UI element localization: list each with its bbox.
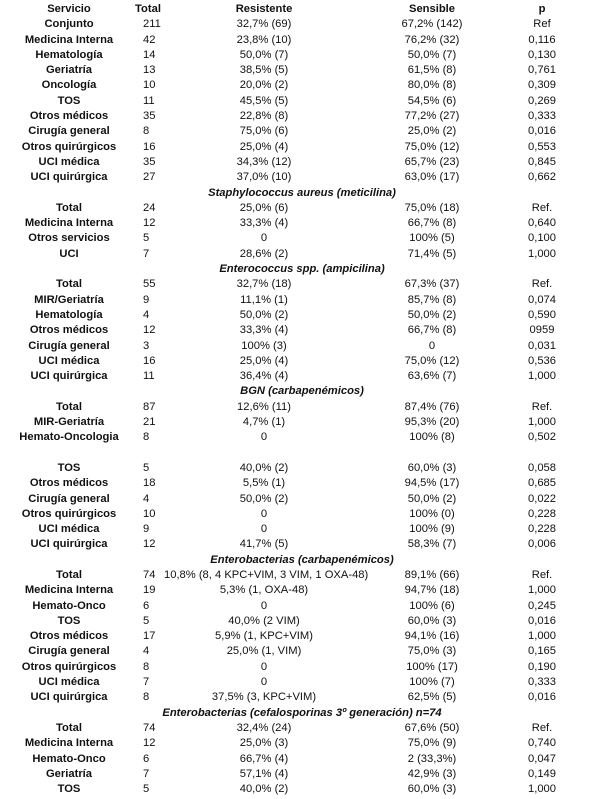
row-servicio: TOS <box>57 614 81 627</box>
row-servicio: Otros médicos <box>29 630 109 643</box>
row-servicio: TOS <box>57 94 81 107</box>
row-servicio: Cirugía general <box>28 339 110 352</box>
section-title-row <box>0 384 604 399</box>
row-resistente: 57,1% (4) <box>239 767 289 780</box>
table-row <box>0 78 604 93</box>
row-sensible: 50,0% (2) <box>407 308 457 321</box>
table-row <box>0 247 604 262</box>
table-row <box>0 492 604 507</box>
row-p: Ref. <box>531 201 553 214</box>
section-title: Enterobacterias (carbapenémicos) <box>210 553 394 566</box>
row-servicio: TOS <box>57 783 81 796</box>
table-row <box>0 476 604 491</box>
row-resistente: 5,9% (1, KPC+VIM) <box>215 630 313 643</box>
row-resistente: 0 <box>260 431 268 444</box>
row-servicio: Medicina Interna <box>24 217 114 230</box>
row-servicio: Medicina Interna <box>24 33 114 46</box>
table-row <box>0 430 604 461</box>
row-resistente: 50,0% (2) <box>239 308 289 321</box>
row-total: 9 <box>143 293 150 306</box>
row-p: 1,000 <box>528 584 556 597</box>
row-servicio: Geriatría <box>45 767 93 780</box>
row-total: 8 <box>143 431 150 444</box>
row-servicio: Total <box>56 278 82 291</box>
row-servicio: UCI quirúrgica <box>30 370 108 383</box>
row-total: 4 <box>143 492 150 505</box>
table-row <box>0 216 604 231</box>
table-row <box>0 124 604 139</box>
row-resistente: 0 <box>260 660 268 673</box>
table-row <box>0 323 604 338</box>
row-sensible: 67,2% (142) <box>401 18 463 31</box>
row-total: 14 <box>143 48 156 61</box>
table-row <box>0 155 604 170</box>
row-resistente: 12,6% (11) <box>237 400 291 413</box>
table-row <box>0 140 604 155</box>
row-servicio: Medicina Interna <box>24 737 114 750</box>
row-total: 8 <box>143 125 150 138</box>
row-total: 6 <box>143 599 150 612</box>
row-total: 3 <box>143 339 150 352</box>
row-sensible: 61,5% (8) <box>407 64 457 77</box>
row-servicio: Otros quirúrgicos <box>21 660 117 673</box>
row-total: 5 <box>143 783 150 796</box>
table-row <box>0 293 604 308</box>
row-p: 0,761 <box>528 64 556 77</box>
table-row <box>0 675 604 690</box>
row-sensible: 100% (17) <box>406 660 458 673</box>
row-resistente: 0 <box>260 232 268 245</box>
row-p: 1,000 <box>528 247 556 260</box>
row-total: 7 <box>143 767 150 780</box>
row-p: 0,074 <box>528 293 556 306</box>
row-resistente: 5,3% (1, OXA-48) <box>219 584 309 597</box>
row-resistente: 66,7% (4) <box>239 752 289 765</box>
row-resistente: 10,8% (8, 4 KPC+VIM, 3 VIM, 1 OXA-48) <box>164 568 369 581</box>
row-p: 0,245 <box>528 599 556 612</box>
table-row <box>0 33 604 48</box>
row-resistente: 37,0% (10) <box>236 171 292 184</box>
row-servicio: Cirugía general <box>28 492 110 505</box>
row-sensible: 76,2% (32) <box>404 33 460 46</box>
table-row <box>0 782 604 797</box>
table-row <box>0 415 604 430</box>
table-row <box>0 644 604 659</box>
row-total: 5 <box>143 614 150 627</box>
row-total: 55 <box>143 278 156 291</box>
row-resistente: 75,0% (6) <box>239 125 289 138</box>
row-servicio: Total <box>56 568 82 581</box>
header-servicio: Servicio <box>47 3 91 15</box>
table-row <box>0 599 604 614</box>
row-sensible: 87,4% (76) <box>404 400 460 413</box>
row-sensible: 71,4% (5) <box>407 247 457 260</box>
row-p: 0,149 <box>528 767 556 780</box>
row-resistente: 20,0% (2) <box>239 79 289 92</box>
row-servicio: Hemato-Oncologia <box>19 431 119 444</box>
row-p: 0,006 <box>528 538 556 551</box>
row-sensible: 100% (5) <box>409 232 455 245</box>
row-total: 12 <box>143 217 156 230</box>
row-p: Ref. <box>531 400 553 413</box>
row-resistente: 5,5% (1) <box>242 477 286 490</box>
row-p: 0,190 <box>528 660 556 673</box>
header-total: Total <box>135 3 161 15</box>
row-servicio: MIR-Geriatría <box>33 416 105 429</box>
row-sensible: 75,0% (18) <box>404 201 460 214</box>
section-title: Enterococcus spp. (ampicilina) <box>219 263 385 276</box>
row-sensible: 77,2% (27) <box>404 110 460 123</box>
header-p: p <box>538 3 546 15</box>
row-p: 0,016 <box>528 125 556 138</box>
row-servicio: Oncología <box>41 79 97 92</box>
row-resistente: 33,3% (4) <box>239 324 289 337</box>
row-total: 8 <box>143 660 150 673</box>
row-total: 35 <box>143 110 156 123</box>
section-title-row <box>0 186 604 201</box>
section-title: Enterobacterias (cefalosporinas 3º generación) n=74 <box>162 706 442 719</box>
row-total: 35 <box>143 155 156 168</box>
row-servicio: Cirugía general <box>28 645 110 658</box>
row-servicio: Otros médicos <box>29 110 109 123</box>
row-servicio: Hematología <box>35 48 103 61</box>
row-sensible: 94,1% (16) <box>404 630 460 643</box>
row-sensible: 67,6% (50) <box>404 721 460 734</box>
row-sensible: 100% (9) <box>409 523 455 536</box>
row-total: 19 <box>143 584 156 597</box>
row-servicio: UCI quirúrgica <box>30 691 108 704</box>
row-p: 0,590 <box>528 308 556 321</box>
row-total: 11 <box>143 370 155 383</box>
row-resistente: 36,4% (4) <box>239 370 289 383</box>
table-row <box>0 170 604 185</box>
table-row <box>0 614 604 629</box>
table-row <box>0 752 604 767</box>
table-row <box>0 537 604 552</box>
row-sensible: 50,0% (2) <box>407 492 457 505</box>
row-total: 8 <box>143 691 150 704</box>
row-resistente: 33,3% (4) <box>239 217 289 230</box>
table-row <box>0 507 604 522</box>
row-p: 0959 <box>529 324 555 337</box>
row-sensible: 80,0% (8) <box>407 79 457 92</box>
row-total: 5 <box>143 461 150 474</box>
row-sensible: 63,6% (7) <box>407 370 457 383</box>
row-servicio: Hemato-Onco <box>32 752 106 765</box>
row-total: 21 <box>143 416 156 429</box>
row-resistente: 11,1% (1) <box>240 293 288 306</box>
row-p: 0,100 <box>528 232 556 245</box>
row-p: 0,269 <box>528 94 556 107</box>
row-p: Ref. <box>531 568 553 581</box>
row-p: Ref <box>533 18 551 31</box>
row-total: 74 <box>143 721 156 734</box>
row-p: 0,333 <box>528 110 556 123</box>
table-row <box>0 721 604 736</box>
row-p: 0,130 <box>528 48 556 61</box>
row-p: 0,031 <box>528 339 556 352</box>
row-sensible: 62,5% (5) <box>407 691 457 704</box>
table-row <box>0 660 604 675</box>
row-total: 12 <box>143 538 156 551</box>
row-sensible: 65,7% (23) <box>404 155 460 168</box>
row-servicio: Otros quirúrgicos <box>21 140 117 153</box>
row-p: 0,640 <box>528 217 556 230</box>
row-sensible: 100% (0) <box>409 507 455 520</box>
row-p: 0,016 <box>528 691 556 704</box>
row-resistente: 50,0% (7) <box>239 48 289 61</box>
row-p: 1,000 <box>528 370 556 383</box>
table-row <box>0 308 604 323</box>
row-p: 0,662 <box>528 171 556 184</box>
row-resistente: 25,0% (6) <box>239 201 289 214</box>
row-sensible: 100% (7) <box>409 676 455 689</box>
row-p: 0,058 <box>528 461 556 474</box>
row-p: 1,000 <box>528 783 556 796</box>
table-header <box>0 2 604 17</box>
row-sensible: 60,0% (3) <box>407 614 457 627</box>
table-row <box>0 369 604 384</box>
row-sensible: 58,3% (7) <box>407 538 457 551</box>
section-title: BGN (carbapenémicos) <box>240 385 364 398</box>
row-total: 4 <box>143 308 150 321</box>
row-resistente: 25,0% (4) <box>239 354 289 367</box>
row-sensible: 95,3% (20) <box>404 416 460 429</box>
row-sensible: 54,5% (6) <box>407 94 457 107</box>
table-row <box>0 17 604 32</box>
table-body <box>0 17 604 797</box>
row-resistente: 40,0% (2 VIM) <box>228 614 300 627</box>
row-p: 0,022 <box>528 492 556 505</box>
row-p: 0,333 <box>528 676 556 689</box>
row-p: 0,228 <box>528 523 556 536</box>
row-total: 24 <box>143 201 156 214</box>
table-row <box>0 94 604 109</box>
row-servicio: UCI médica <box>38 523 100 536</box>
row-servicio: Medicina Interna <box>24 584 114 597</box>
row-sensible: 100% (8) <box>409 431 455 444</box>
row-resistente: 0 <box>260 523 268 536</box>
table-row <box>0 522 604 537</box>
row-total: 211 <box>143 18 161 31</box>
row-resistente: 25,0% (3) <box>239 737 289 750</box>
row-resistente: 40,0% (2) <box>239 783 289 796</box>
row-resistente: 37,5% (3, KPC+VIM) <box>211 691 317 704</box>
table-row <box>0 461 604 476</box>
row-sensible: 75,0% (3) <box>407 645 457 658</box>
table-row <box>0 400 604 415</box>
row-servicio: UCI médica <box>38 676 100 689</box>
row-sensible: 42,9% (3) <box>407 767 457 780</box>
row-sensible: 94,7% (18) <box>404 584 460 597</box>
table-row <box>0 231 604 246</box>
row-resistente: 41,7% (5) <box>239 538 289 551</box>
row-total: 87 <box>143 400 156 413</box>
row-servicio: Otros servicios <box>28 232 110 245</box>
row-p: 0,845 <box>528 155 556 168</box>
section-title: Staphylococcus aureus (meticilina) <box>208 186 396 199</box>
row-resistente: 45,5% (5) <box>239 94 289 107</box>
row-total: 27 <box>143 171 156 184</box>
row-servicio: Total <box>56 721 82 734</box>
row-resistente: 23,8% (10) <box>236 33 292 46</box>
row-sensible: 66,7% (8) <box>407 217 457 230</box>
row-servicio: UCI quirúrgica <box>30 171 108 184</box>
row-servicio: Hematología <box>35 308 103 321</box>
row-total: 74 <box>143 568 156 581</box>
row-servicio: Otros médicos <box>29 324 109 337</box>
row-total: 42 <box>143 33 156 46</box>
table-row <box>0 354 604 369</box>
row-total: 18 <box>143 477 156 490</box>
susceptibility-table <box>0 2 604 797</box>
table-row <box>0 277 604 292</box>
row-resistente: 25,0% (1, VIM) <box>226 645 302 658</box>
row-resistente: 0 <box>260 507 268 520</box>
table-row <box>0 63 604 78</box>
section-title-row <box>0 553 604 568</box>
row-sensible: 2 (33,3%) <box>407 752 457 765</box>
row-sensible: 0 <box>428 339 436 352</box>
row-servicio: UCI quirúrgica <box>30 538 108 551</box>
row-total: 12 <box>143 324 156 337</box>
row-resistente: 100% (3) <box>241 339 287 352</box>
row-servicio: Hemato-Onco <box>32 599 106 612</box>
row-servicio: UCI <box>59 247 79 260</box>
row-p: 0,685 <box>528 477 556 490</box>
row-servicio: MIR/Geriatría <box>34 293 104 306</box>
row-resistente: 32,7% (69) <box>236 18 292 31</box>
row-sensible: 60,0% (3) <box>407 461 457 474</box>
table-row <box>0 568 604 583</box>
row-resistente: 40,0% (2) <box>239 461 289 474</box>
row-p: 0,740 <box>528 737 556 750</box>
row-sensible: 75,0% (9) <box>407 737 457 750</box>
row-p: Ref. <box>531 278 553 291</box>
table-row <box>0 629 604 644</box>
row-sensible: 85,7% (8) <box>407 293 457 306</box>
row-p: Ref. <box>531 721 553 734</box>
row-total: 13 <box>143 64 156 77</box>
row-sensible: 60,0% (3) <box>407 783 457 796</box>
row-servicio: Total <box>56 400 82 413</box>
row-resistente: 34,3% (12) <box>236 155 292 168</box>
row-p: 0,016 <box>528 614 556 627</box>
row-sensible: 63,0% (17) <box>404 171 460 184</box>
row-sensible: 67,3% (37) <box>404 278 460 291</box>
row-servicio: Geriatría <box>45 64 93 77</box>
row-total: 5 <box>143 232 150 245</box>
row-p: 0,228 <box>528 507 556 520</box>
row-total: 7 <box>143 676 150 689</box>
row-total: 12 <box>143 737 156 750</box>
row-resistente: 32,4% (24) <box>236 721 292 734</box>
row-p: 0,553 <box>528 140 556 153</box>
table-row <box>0 48 604 63</box>
row-sensible: 50,0% (7) <box>407 48 457 61</box>
header-resistente: Resistente <box>235 3 293 15</box>
row-resistente: 50,0% (2) <box>239 492 289 505</box>
row-p: 0,309 <box>528 79 556 92</box>
row-p: 0,165 <box>528 645 556 658</box>
row-resistente: 0 <box>260 599 268 612</box>
row-sensible: 94,5% (17) <box>404 477 460 490</box>
section-title-row <box>0 262 604 277</box>
table-row <box>0 690 604 705</box>
row-p: 1,000 <box>528 630 556 643</box>
row-total: 4 <box>143 645 150 658</box>
table-row <box>0 767 604 782</box>
row-p: 0,116 <box>528 33 556 46</box>
row-p: 1,000 <box>528 416 556 429</box>
row-sensible: 100% (6) <box>409 599 455 612</box>
row-total: 17 <box>143 630 156 643</box>
row-servicio: Otros médicos <box>29 477 109 490</box>
row-resistente: 32,7% (18) <box>236 278 292 291</box>
row-servicio: Cirugía general <box>28 125 110 138</box>
row-resistente: 28,6% (2) <box>239 247 289 260</box>
table-row <box>0 339 604 354</box>
row-servicio: UCI médica <box>38 354 100 367</box>
row-total: 16 <box>143 354 156 367</box>
table-row <box>0 201 604 216</box>
row-servicio: Total <box>56 201 82 214</box>
row-sensible: 75,0% (12) <box>404 354 460 367</box>
row-servicio: UCI médica <box>38 155 100 168</box>
row-total: 10 <box>143 79 156 92</box>
row-resistente: 0 <box>260 676 268 689</box>
header-sensible: Sensible <box>408 3 455 15</box>
row-resistente: 38,5% (5) <box>239 64 289 77</box>
row-servicio: TOS <box>57 461 81 474</box>
row-total: 6 <box>143 752 150 765</box>
table-row <box>0 109 604 124</box>
section-title-row <box>0 706 604 721</box>
row-resistente: 4,7% (1) <box>242 416 286 429</box>
row-total: 10 <box>143 507 156 520</box>
row-sensible: 75,0% (12) <box>404 140 460 153</box>
row-resistente: 22,8% (8) <box>239 110 289 123</box>
row-sensible: 89,1% (66) <box>404 568 460 581</box>
row-resistente: 25,0% (4) <box>239 140 289 153</box>
row-p: 0,047 <box>528 752 556 765</box>
row-total: 16 <box>143 140 156 153</box>
row-sensible: 25,0% (2) <box>407 125 457 138</box>
row-servicio: Conjunto <box>44 18 94 31</box>
row-servicio: Otros quirúrgicos <box>21 507 117 520</box>
table-row <box>0 736 604 751</box>
row-total: 11 <box>143 94 155 107</box>
row-sensible: 66,7% (8) <box>407 324 457 337</box>
table-row <box>0 583 604 598</box>
row-p: 0,536 <box>528 354 556 367</box>
row-total: 7 <box>143 247 150 260</box>
row-p: 0,502 <box>528 431 556 444</box>
row-total: 9 <box>143 523 150 536</box>
